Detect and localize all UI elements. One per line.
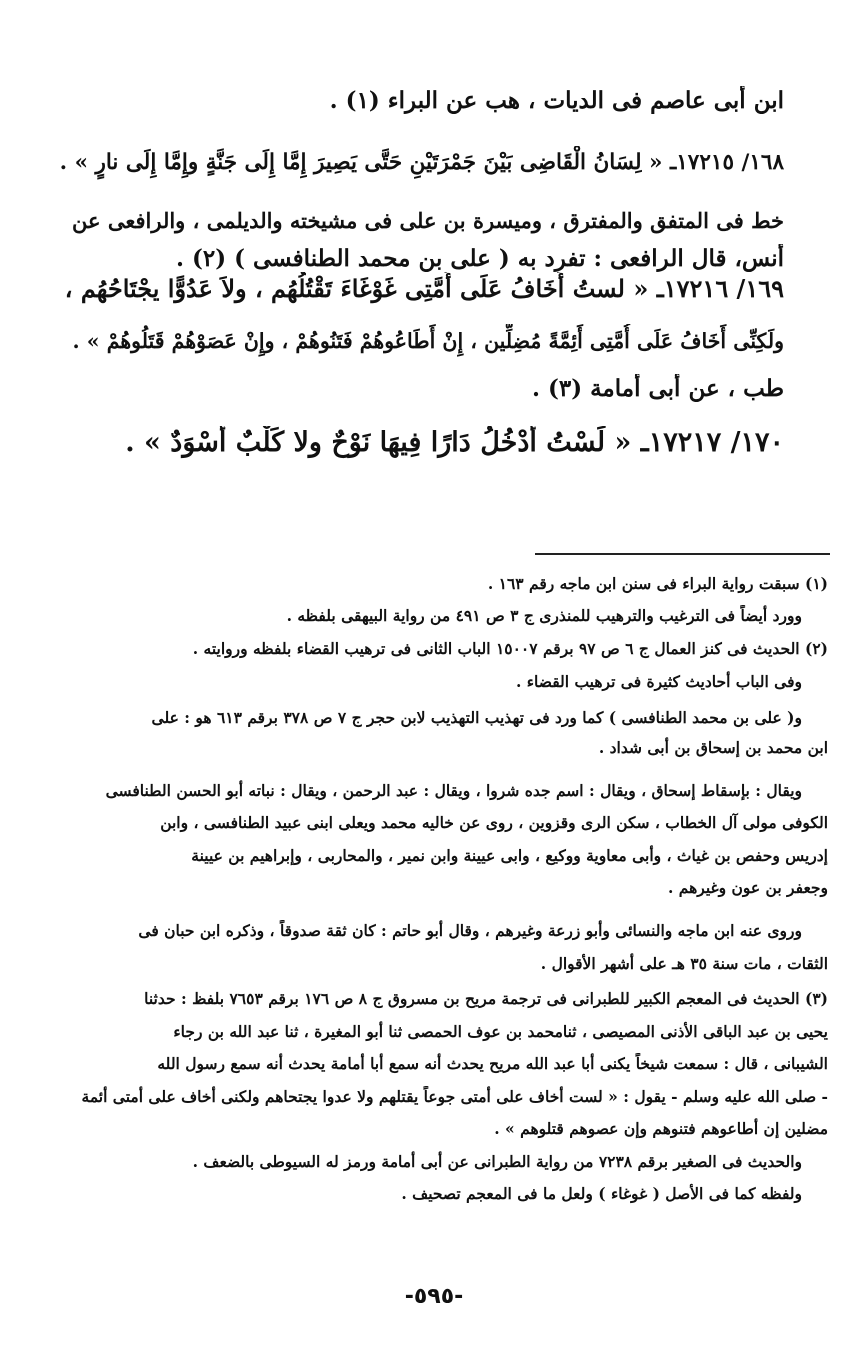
source-line: خط فى المتفق والمفترق ، وميسرة بن على فى مشيخته والديلمى ، والرافعى عن: [72, 208, 784, 233]
footnote-line: وفى الباب أحاديث كثيرة فى ترهيب القضاء .: [515, 672, 802, 691]
footnote-divider: [535, 553, 830, 555]
hadith-170: ١٧٠/ ١٧٢١٧ـ « لَسْتُ أَدْخُلُ دَارًا فِيهَا نَوْحٌ ولا كَلْبٌ أَسْوَدٌ » .: [125, 427, 784, 458]
source-line: أنس، قال الرافعى : تفرد به ( على بن محمد الطنافسى ) (٢) .: [175, 245, 784, 272]
footnote-line: ويقال : بإسقاط إسحاق ، ويقال : اسم جده شروا ، ويقال : عبد الرحمن ، ويقال : نباته أبو الحسن الطنافسى: [105, 781, 802, 800]
source-line: ابن أبى عاصم فى الديات ، هب عن البراء (١) .: [329, 87, 784, 114]
footnote-line: يحيى بن عبد الباقى الأذنى المصيصى ، ثنامحمد بن عوف الحمصى ثنا أبو المغيرة ، ثنا عبد الله بن رجاء: [173, 1022, 828, 1041]
footnote-line: - صلى الله عليه وسلم - يقول : « لست أخاف على أمتى جوعاً يقتلهم ولا عدوا يجتحاهم ولكنى أخاف على أمتى أئمة: [81, 1087, 828, 1106]
hadith-168: ١٦٨/ ١٧٢١٥ـ « لِسَانُ الْقَاضِى بَيْنَ جَمْرَتَيْنِ حَتَّى يَصِيرَ إِمَّا إِلَى جَنَّةٍ وإِمَّا إِلَى نارٍ » .: [60, 150, 784, 175]
footnote-line: الثقات ، مات سنة ٣٥ هـ على أشهر الأقوال .: [540, 954, 828, 973]
hadith-169: ١٦٩/ ١٧٢١٦ـ « لستُ أَخَافُ عَلَى أُمَّتِى غَوْغَاءَ تَقْتُلُهُم ، ولاَ عَدُوًّا يجْتَاحُهُم ،: [64, 274, 784, 303]
footnote-line: و( على بن محمد الطنافسى ) كما ورد فى تهذيب التهذيب لابن حجر ج ٧ ص ٣٧٨ برقم ٦١٣ هو : على: [151, 708, 802, 727]
footnote-1: (١) سبقت رواية البراء فى سنن ابن ماجه رقم ١٦٣ .: [487, 574, 828, 593]
footnote-line: الكوفى مولى آل الخطاب ، سكن الرى وقزوين ، روى عن خاليه محمد ويعلى ابنى عبيد الطنافسى ، وابن: [160, 813, 828, 832]
footnote-line: الشيبانى ، قال : سمعت شيخاً يكنى أبا عبد الله مريح يحدث أنه سمع أبا أمامة يحدث أنه سمع رسول الله: [157, 1054, 828, 1073]
footnote-line: إدريس وحفص بن غياث ، وأبى معاوية ووكيع ، وابى عيينة وابن نمير ، والمحاربى ، وإبراهيم بن عيينة: [191, 846, 828, 865]
footnote-line: وورد أيضاً فى الترغيب والترهيب للمنذرى ج ٣ ص ٤٩١ من رواية البيهقى بلفظه .: [286, 606, 802, 625]
hadith-169-cont: ولَكِنِّى أَخَافُ عَلَى أُمَّتِى أَئِمَّةً مُضِلِّين ، إِنْ أَطَاعُوهُمْ فَتَنُوهُمْ ، وإِنْ عَصَوْهُمْ قَتَلُوهُمْ » .: [72, 329, 784, 353]
footnote-line: والحديث فى الصغير برقم ٧٢٣٨ من رواية الطبرانى عن أبى أمامة ورمز له السيوطى بالضعف .: [192, 1152, 802, 1171]
footnote-line: ابن محمد بن إسحاق بن أبى شداد .: [598, 738, 828, 757]
footnote-3: (٣) الحديث فى المعجم الكبير للطبرانى فى ترجمة مريح بن مسروق ج ٨ ص ١٧٦ برقم ٧٦٥٣ بلفظ : حدثنا: [144, 989, 828, 1008]
footnote-line: وجعفر بن عون وغيرهم .: [668, 878, 828, 897]
page-number: -٥٩٥-: [404, 1284, 464, 1309]
footnote-line: مضلين إن أطاعوهم فتنوهم وإن عصوهم قتلوهم » .: [494, 1119, 828, 1138]
footnote-line: وروى عنه ابن ماجه والنسائى وأبو زرعة وغيرهم ، وقال أبو حاتم : كان ثقة صدوقاً ، وذكره ابن حبان فى: [138, 921, 802, 940]
footnote-line: ولفظه كما فى الأصل ( غوغاء ) ولعل ما فى المعجم تصحيف .: [401, 1184, 802, 1203]
footnote-2: (٢) الحديث فى كنز العمال ج ٦ ص ٩٧ برقم ١٥٠٠٧ الباب الثانى فى ترهيب القضاء بلفظه وروايته .: [192, 639, 828, 658]
source-line: طب ، عن أبى أمامة (٣) .: [531, 375, 784, 402]
